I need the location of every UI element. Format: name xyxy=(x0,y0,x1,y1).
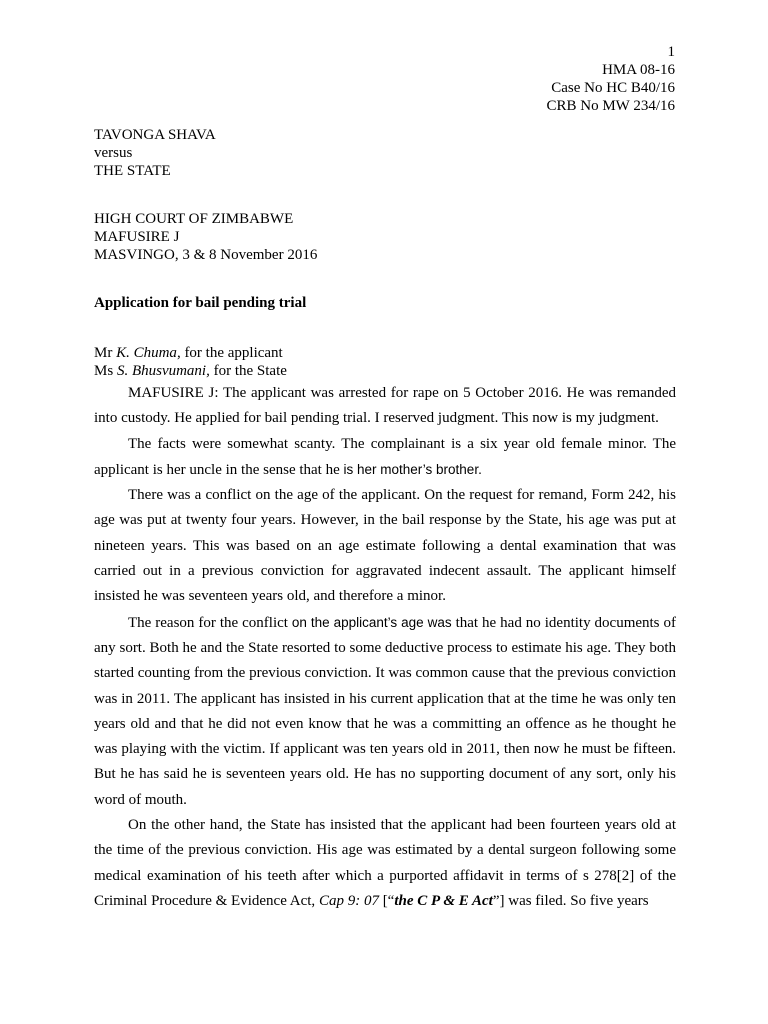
counsel-prefix: Ms xyxy=(94,363,117,379)
text-run: [“ xyxy=(378,892,395,909)
court-name: HIGH COURT OF ZIMBABWE xyxy=(94,211,294,227)
text-run: The reason for the conflict xyxy=(128,614,292,631)
counsel-role: , for the applicant xyxy=(176,345,283,361)
hearing-place-date: MASVINGO, 3 & 8 November 2016 xyxy=(94,247,318,263)
statute-chapter: Cap 9: 07 xyxy=(318,892,379,909)
paragraph-5 xyxy=(94,813,676,914)
judgment-reference: HMA 08-16 xyxy=(602,62,675,78)
case-number: Case No HC B40/16 xyxy=(551,80,675,96)
statute-short-name: the C P & E Act xyxy=(394,892,493,909)
heading-text: Application for bail pending trial xyxy=(94,295,307,311)
paragraph-3: There was a conflict on the age of the applicant. On the request for remand, Form 242, his age was put at twenty four years. However, in the bail response by the State, his age was put at nineteen years. This was based on an age estimate following a dental examination that was carried out in a previous conviction for aggravated indecent assault. The applicant himself insisted he was seventeen years old, and therefore a minor. xyxy=(94,487,676,605)
versus-label: versus xyxy=(94,145,133,161)
counsel-prefix: Mr xyxy=(94,345,117,361)
paragraph-4 xyxy=(94,610,676,813)
applicant-name: TAVONGA SHAVA xyxy=(94,127,216,143)
crb-number: CRB No MW 234/16 xyxy=(546,98,675,114)
counsel-list xyxy=(94,344,684,380)
judge-name: MAFUSIRE J xyxy=(94,229,180,245)
case-heading xyxy=(94,294,684,312)
paragraph-2 xyxy=(94,432,676,484)
paragraph-1: MAFUSIRE J: The applicant was arrested for rape on 5 October 2016. He was remanded into custody. He applied for bail pending trial. I reserved judgment. This now is my judgment. xyxy=(94,385,676,427)
respondent-name: THE STATE xyxy=(94,163,171,179)
text-run: The facts were somewhat scanty. The complainant is a six year old female minor. The applicant is her uncle in the sense that he xyxy=(94,435,676,478)
text-run: that he had no identity documents of any sort. Both he and the State resorted to some deductive process to estimate his age. They both started counting from the previous conviction. It was common cause that the previous conviction was in 2011. The applicant has insisted in his current application that at the time he was only ten years old and that he did not even know that he was a committing an offence as he thought he was playing with the victim. If applicant was ten years old in 2011, then now he must be fifteen. But he has said he is seventeen years old. He has no supporting document of any sort, only his word of mouth. xyxy=(94,614,676,808)
text-run: On the other hand, the State has insisted that the applicant had been fourteen years old at the time of the previous conviction. His age was estimated by a dental surgeon following some medical examination of his teeth after which a purported affidavit in terms of s 278[2] of the Criminal Procedure & Evidence Act, xyxy=(94,817,676,909)
counsel-name: S. Bhusvumani, xyxy=(116,363,210,379)
counsel-name: K. Chuma xyxy=(116,345,177,361)
applicant-counsel xyxy=(94,344,684,362)
state-counsel xyxy=(94,362,684,380)
judgment-body xyxy=(94,381,676,914)
page-number: 1 xyxy=(667,44,675,60)
court-details xyxy=(94,210,684,264)
counsel-role: for the State xyxy=(209,363,287,379)
case-parties xyxy=(94,126,684,180)
text-run: ”] was filed. So five years xyxy=(492,892,649,909)
text-run: on the applicant’s age was xyxy=(291,614,452,630)
document-header xyxy=(375,43,675,115)
text-run: is her mother’s brother. xyxy=(343,461,482,477)
